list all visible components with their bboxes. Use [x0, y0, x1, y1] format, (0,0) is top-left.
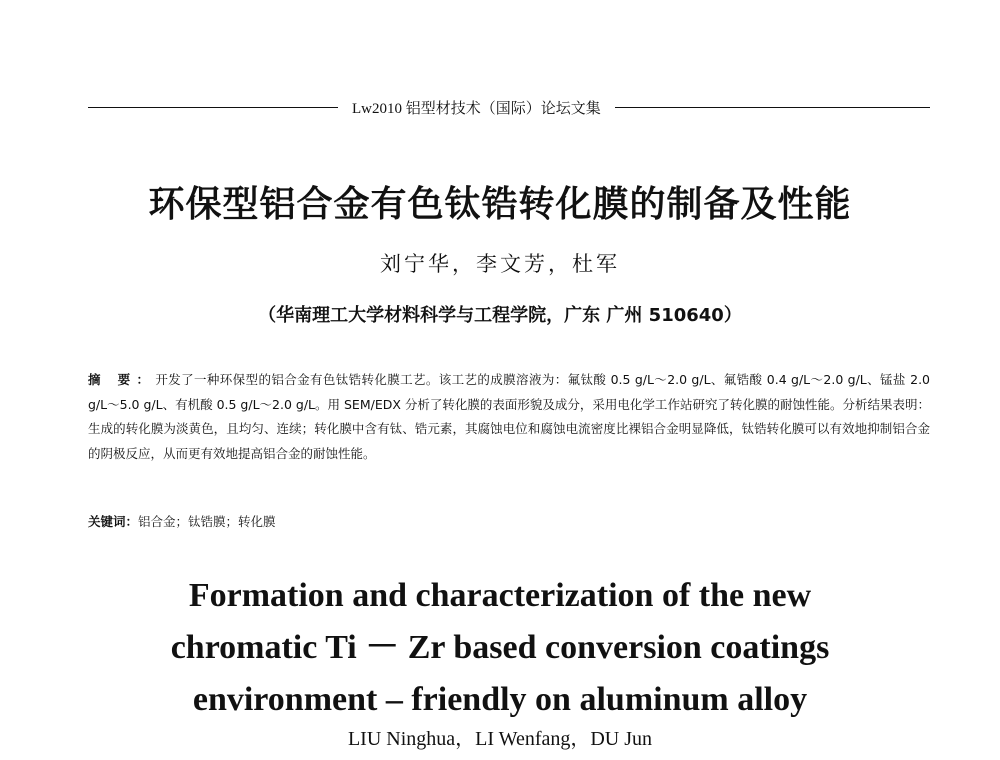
abstract-label: 摘 要： — [88, 372, 156, 387]
abstract — [88, 368, 930, 466]
chinese-affiliation: （华南理工大学材料科学与工程学院，广东 广州 510640） — [258, 305, 742, 326]
header-rule-right — [615, 107, 930, 108]
english-title-line-1: Formation and characterization of the new — [188, 577, 812, 614]
english-authors: LIU Ninghua，LI Wenfang，DU Jun — [347, 728, 653, 750]
running-header — [88, 92, 930, 122]
header-text: Lw2010 铝型材技术（国际）论坛文集 — [352, 100, 601, 117]
abstract-text: 开发了一种环保型的铝合金有色钛锆转化膜工艺。该工艺的成膜溶液为：氟钛酸 0.5 g/L～2.0 g/L、氟锆酸 0.4 g/L～2.0 g/L、锰盐 2.0 g/L～5.0 g/L、有机酸 0.5 g/L～2.0 g/L。用 SEM/EDX 分析了转化膜的表面形貌及成分，采用电化学工作站研究了转化膜的耐蚀性能。分析结果表明：生成的转化膜为淡黄色，且均匀、连续；转化膜中含有钛、锆元素，其腐蚀电位和腐蚀电流密度比裸铝合金明显降低，钛锆转化膜可以有效地抑制铝合金的阴极反应，从而更有效地提高铝合金的耐蚀性能。 — [88, 372, 931, 461]
english-title-line-3: environment – friendly on aluminum alloy — [192, 681, 808, 718]
header-rule-left — [88, 107, 338, 108]
chinese-title: 环保型铝合金有色钛锆转化膜的制备及性能 — [148, 184, 852, 225]
keywords-label: 关键词： — [88, 514, 139, 529]
keywords — [88, 510, 930, 534]
keywords-text: 铝合金；钛锆膜；转化膜 — [138, 514, 276, 529]
english-title-line-2: chromatic Ti － Zr based conversion coatings — [170, 629, 830, 666]
chinese-authors: 刘宁华，李文芳，杜军 — [380, 252, 620, 276]
english-title — [0, 570, 1000, 726]
